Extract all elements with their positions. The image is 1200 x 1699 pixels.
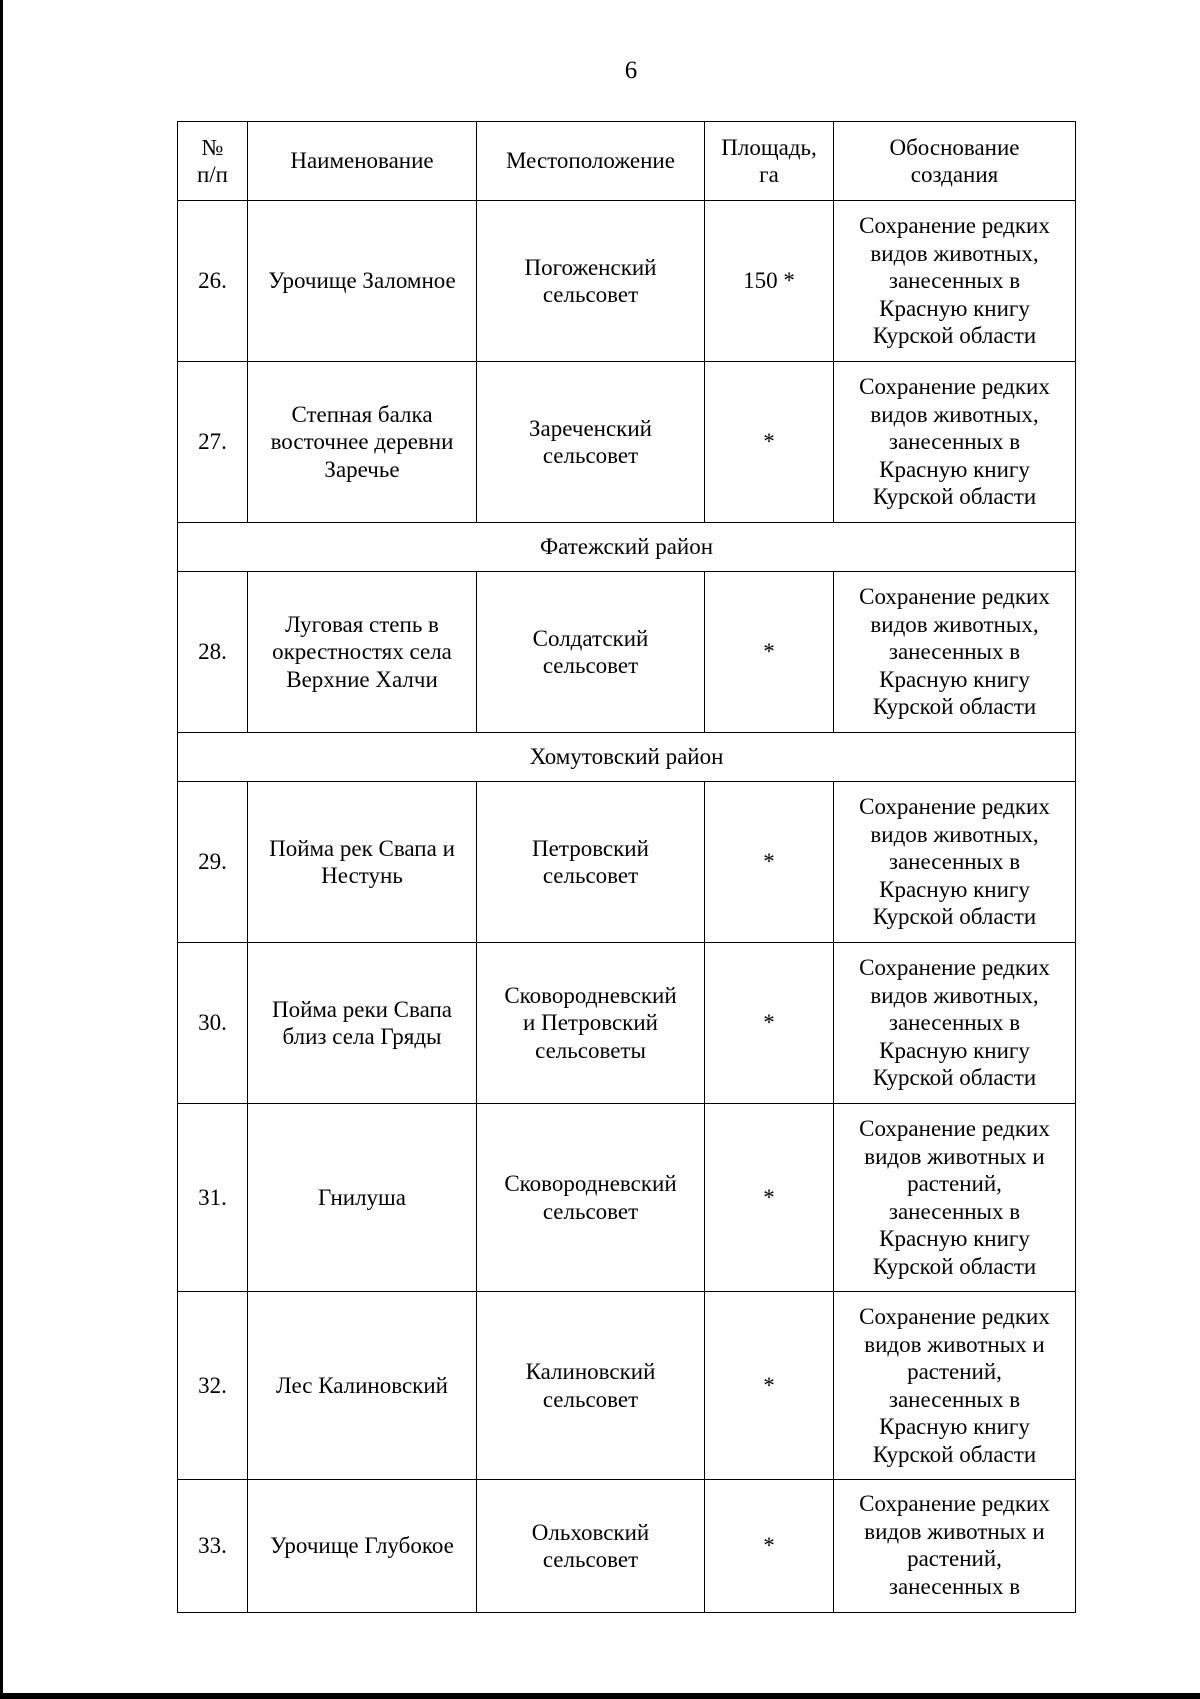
row-area: * xyxy=(705,943,834,1104)
row-location: Солдатский сельсовет xyxy=(477,572,705,733)
row-area: * xyxy=(705,362,834,523)
row-num: 29. xyxy=(178,782,248,943)
row-num: 28. xyxy=(178,572,248,733)
row-name: Степная балка восточнее деревни Заречье xyxy=(248,362,477,523)
table-row xyxy=(178,572,1076,733)
row-location: Погоженский сельсовет xyxy=(477,201,705,362)
row-justification: Сохранение редких видов животных и растений, занесенных в Красную книгу Курской области xyxy=(834,1292,1076,1480)
row-location: Петровский сельсовет xyxy=(477,782,705,943)
row-num: 32. xyxy=(178,1292,248,1480)
row-num: 30. xyxy=(178,943,248,1104)
row-location: Зареченский сельсовет xyxy=(477,362,705,523)
row-location: Калиновский сельсовет xyxy=(477,1292,705,1480)
row-justification: Сохранение редких видов животных и растений, занесенных в Красную книгу Курской области xyxy=(834,1104,1076,1292)
table-row xyxy=(178,1480,1076,1613)
header-justification: Обоснование создания xyxy=(834,122,1076,201)
region-title: Фатежский район xyxy=(178,523,1076,572)
row-name: Урочище Глубокое xyxy=(248,1480,477,1613)
row-location: Ольховский сельсовет xyxy=(477,1480,705,1613)
table-row xyxy=(178,201,1076,362)
table-row xyxy=(178,1104,1076,1292)
row-justification: Сохранение редких видов животных, занесенных в Красную книгу Курской области xyxy=(834,362,1076,523)
header-area: Площадь, га xyxy=(705,122,834,201)
row-num: 27. xyxy=(178,362,248,523)
row-justification: Сохранение редких видов животных, занесенных в Красную книгу Курской области xyxy=(834,782,1076,943)
row-num: 31. xyxy=(178,1104,248,1292)
table-row xyxy=(178,782,1076,943)
row-area: * xyxy=(705,1480,834,1613)
row-location: Сковородневский и Петровский сельсоветы xyxy=(477,943,705,1104)
page-number: 6 xyxy=(624,57,638,84)
row-justification: Сохранение редких видов животных и растений, занесенных в xyxy=(834,1480,1076,1613)
row-name: Урочище Заломное xyxy=(248,201,477,362)
row-name: Пойма реки Свапа близ села Гряды xyxy=(248,943,477,1104)
table-header-row xyxy=(178,122,1076,201)
row-name: Лес Калиновский xyxy=(248,1292,477,1480)
region-row xyxy=(178,733,1076,782)
table-row xyxy=(178,362,1076,523)
row-justification: Сохранение редких видов животных, занесенных в Красную книгу Курской области xyxy=(834,201,1076,362)
row-num: 26. xyxy=(178,201,248,362)
scan-edge-bottom xyxy=(0,1693,1200,1699)
row-area: * xyxy=(705,1292,834,1480)
row-area: * xyxy=(705,572,834,733)
row-name: Луговая степь в окрестностях села Верхние Халчи xyxy=(248,572,477,733)
row-justification: Сохранение редких видов животных, занесенных в Красную книгу Курской области xyxy=(834,943,1076,1104)
header-name: Наименование xyxy=(248,122,477,201)
row-num: 33. xyxy=(178,1480,248,1613)
row-area: * xyxy=(705,782,834,943)
region-row xyxy=(178,523,1076,572)
scan-edge-left xyxy=(0,0,3,1699)
row-area: * xyxy=(705,1104,834,1292)
row-justification: Сохранение редких видов животных, занесенных в Красную книгу Курской области xyxy=(834,572,1076,733)
header-num: № п/п xyxy=(178,122,248,201)
row-location: Сковородневский сельсовет xyxy=(477,1104,705,1292)
row-area: 150 * xyxy=(705,201,834,362)
reserves-table xyxy=(177,121,1076,1613)
row-name: Гнилуша xyxy=(248,1104,477,1292)
row-name: Пойма рек Свапа и Нестунь xyxy=(248,782,477,943)
region-title: Хомутовский район xyxy=(178,733,1076,782)
table-row xyxy=(178,1292,1076,1480)
header-location: Местоположение xyxy=(477,122,705,201)
table-row xyxy=(178,943,1076,1104)
